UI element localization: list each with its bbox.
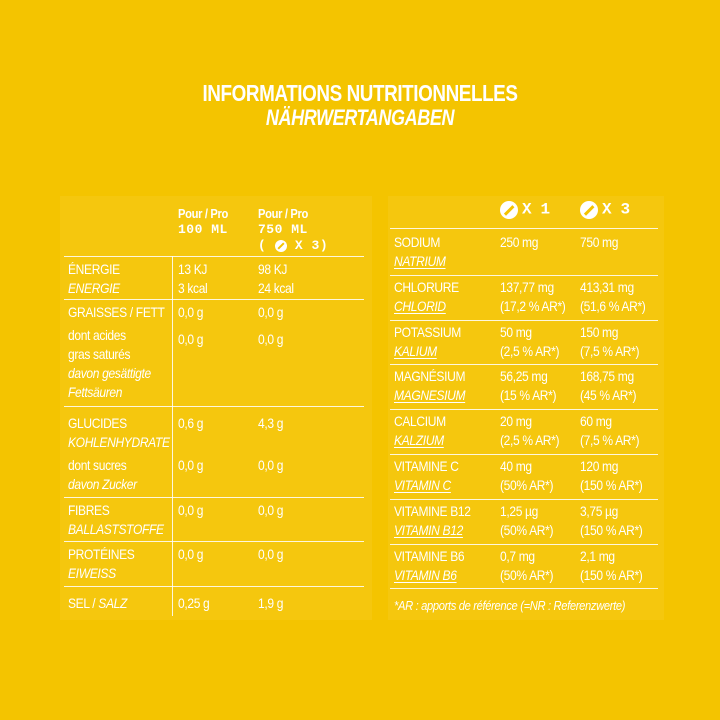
col-100ml-label: 100 ML	[178, 222, 228, 237]
row-divider	[390, 409, 658, 410]
mineral-x1	[500, 367, 556, 405]
value-x3: 60 mg	[580, 413, 612, 430]
mineral-name-fr: SODIUM	[394, 234, 441, 250]
col-x3-header	[580, 200, 630, 219]
value-x1: 250 mg	[500, 234, 539, 250]
row-divider	[390, 320, 658, 321]
mineral-label	[394, 457, 459, 495]
value-x1: 137,77 mg	[500, 278, 554, 295]
mineral-label	[394, 233, 446, 271]
saturated-fr-2: gras saturés	[68, 346, 131, 362]
title-block	[0, 80, 720, 130]
value-x1: 0,7 mg	[500, 547, 535, 564]
mineral-name-fr: MAGNÉSIUM	[394, 368, 466, 385]
sugars-750: 0,0 g	[258, 457, 284, 473]
salt-750: 1,9 g	[258, 595, 284, 611]
value-x3-ref: (7,5 % AR*)	[580, 432, 640, 449]
value-x3: 3,75 µg	[580, 502, 619, 519]
fat-750: 0,0 g	[258, 304, 284, 320]
value-x1: 40 mg	[500, 458, 532, 474]
protein-100: 0,0 g	[178, 546, 204, 562]
saturated-fat-750: 0,0 g	[258, 331, 284, 347]
row-divider	[64, 299, 364, 300]
energy-label-de: ENERGIE	[68, 280, 120, 296]
row-divider	[390, 588, 658, 589]
fibre-750: 0,0 g	[258, 502, 284, 518]
salt-label-fr: SEL	[68, 595, 90, 611]
mineral-label	[394, 278, 459, 316]
value-x1: 20 mg	[500, 413, 532, 430]
mineral-name-de: NATRIUM	[394, 253, 446, 269]
saturated-de-1: davon gesättigte	[68, 365, 151, 381]
carbs-750: 4,3 g	[258, 415, 284, 431]
mineral-name-fr: VITAMINE B6	[394, 547, 465, 564]
energy-100-kcal: 3 kcal	[178, 280, 208, 296]
mineral-x3	[580, 278, 645, 316]
carbs-label	[68, 414, 170, 452]
value-x1-ref: (2,5 % AR*)	[500, 432, 560, 449]
mineral-x3	[580, 457, 642, 495]
value-x3: 750 mg	[580, 234, 619, 250]
salt-separator: /	[89, 595, 99, 611]
fat-100: 0,0 g	[178, 304, 204, 320]
row-divider	[64, 406, 364, 407]
mineral-label	[394, 323, 461, 361]
mineral-name-de: VITAMIN B6	[394, 566, 457, 583]
value-x3: 413,31 mg	[580, 278, 634, 295]
value-x3: 120 mg	[580, 458, 619, 474]
value-x1-ref: (2,5 % AR*)	[500, 342, 560, 359]
mineral-name-fr: POTASSIUM	[394, 323, 461, 340]
fat-label: GRAISSES / FETT	[68, 304, 165, 320]
mineral-x3	[580, 233, 618, 252]
mineral-x3	[580, 547, 642, 585]
value-x3-ref: (45 % AR*)	[580, 387, 637, 404]
row-divider	[390, 454, 658, 455]
value-x3-ref: (7,5 % AR*)	[580, 342, 640, 359]
energy-100	[178, 260, 207, 298]
mineral-x1	[500, 502, 553, 540]
mineral-x1	[500, 278, 565, 316]
mineral-name-de: VITAMIN B12	[394, 521, 463, 538]
column-divider	[172, 256, 173, 616]
col-per-100ml-header	[178, 206, 236, 238]
row-divider	[390, 364, 658, 365]
carbs-label-fr: GLUCIDES	[68, 415, 127, 431]
value-x1-ref: (17,2 % AR*)	[500, 297, 566, 314]
salt-100: 0,25 g	[178, 595, 210, 611]
value-x3-ref: (150 % AR*)	[580, 566, 643, 583]
row-divider	[390, 275, 658, 276]
value-x3: 2,1 mg	[580, 547, 615, 564]
saturated-fat-100: 0,0 g	[178, 331, 204, 347]
saturated-de-2: Fettsäuren	[68, 384, 123, 400]
mineral-x3	[580, 502, 642, 540]
mineral-label	[394, 412, 446, 450]
row-divider	[64, 541, 364, 542]
mineral-x3	[580, 412, 639, 450]
col-x3-label	[258, 238, 328, 254]
mineral-x1	[500, 547, 553, 585]
value-x1-ref: (50% AR*)	[500, 521, 554, 538]
tablet-icon	[275, 240, 287, 252]
minerals-table-panel	[388, 196, 664, 620]
mineral-name-fr: VITAMINE B12	[394, 502, 471, 519]
col-x1-header	[500, 200, 550, 219]
saturated-fr-1: dont acides	[68, 327, 126, 343]
mineral-name-de: CHLORID	[394, 297, 446, 314]
row-divider	[390, 499, 658, 500]
mineral-name-fr: CHLORURE	[394, 278, 459, 295]
footnote: *AR : apports de référence (=NR : Referenzwerte)	[394, 598, 626, 613]
header-divider	[390, 228, 658, 229]
mineral-name-de: MAGNESIUM	[394, 387, 466, 404]
protein-label	[68, 545, 134, 583]
row-divider	[64, 497, 364, 498]
value-x1-ref: (50% AR*)	[500, 477, 554, 493]
fibre-label-fr: FIBRES	[68, 502, 110, 518]
mineral-label	[394, 367, 465, 405]
value-x1: 1,25 µg	[500, 502, 539, 519]
nutrition-table-panel	[60, 196, 372, 620]
sugars-100: 0,0 g	[178, 457, 204, 473]
mineral-x1	[500, 412, 559, 450]
protein-750: 0,0 g	[258, 546, 284, 562]
x3-text: X 3)	[294, 238, 329, 253]
carbs-100: 0,6 g	[178, 415, 204, 431]
mineral-label	[394, 502, 471, 540]
title-german: NÄHRWERTANGABEN	[265, 105, 455, 130]
paren-open: (	[258, 238, 275, 253]
x1-label: X 1	[522, 200, 550, 219]
energy-100-kj: 13 KJ	[178, 261, 208, 277]
protein-label-fr: PROTÉINES	[68, 546, 135, 562]
energy-label	[68, 260, 120, 298]
energy-750	[258, 260, 294, 298]
protein-label-de: EIWEISS	[68, 565, 116, 581]
col-per-label: Pour / Pro	[178, 206, 228, 221]
value-x1-ref: (50% AR*)	[500, 566, 554, 583]
mineral-x3	[580, 323, 639, 361]
col-per-label: Pour / Pro	[258, 206, 308, 221]
energy-label-fr: ÉNERGIE	[68, 261, 120, 277]
mineral-name-de: VITAMIN C	[394, 477, 451, 493]
header-divider	[64, 256, 364, 257]
carbs-label-de: KOHLENHYDRATE	[68, 434, 170, 450]
mineral-x1	[500, 323, 559, 361]
salt-label	[68, 594, 127, 613]
mineral-x1	[500, 233, 538, 252]
mineral-name-de: KALZIUM	[394, 432, 444, 449]
mineral-label	[394, 547, 464, 585]
energy-750-kcal: 24 kcal	[258, 280, 294, 296]
value-x3: 168,75 mg	[580, 368, 634, 385]
col-750ml-label: 750 ML	[258, 222, 308, 237]
sugars-label-de: davon Zucker	[68, 476, 137, 492]
energy-750-kj: 98 KJ	[258, 261, 288, 277]
row-divider	[390, 544, 658, 545]
tablet-icon	[500, 201, 518, 219]
value-x1: 56,25 mg	[500, 368, 548, 385]
mineral-x1	[500, 457, 553, 495]
value-x1-ref: (15 % AR*)	[500, 387, 557, 404]
row-divider	[64, 586, 364, 587]
mineral-x3	[580, 367, 636, 405]
mineral-name-de: KALIUM	[394, 342, 437, 359]
fibre-label-de: BALLASTSTOFFE	[68, 521, 164, 537]
saturated-fat-label	[68, 326, 151, 402]
mineral-name-fr: CALCIUM	[394, 413, 446, 430]
value-x3-ref: (51,6 % AR*)	[580, 297, 646, 314]
title-french: INFORMATIONS NUTRITIONNELLES	[202, 80, 518, 106]
fibre-100: 0,0 g	[178, 502, 204, 518]
fibre-label	[68, 501, 164, 539]
mineral-name-fr: VITAMINE C	[394, 458, 459, 474]
sugars-label	[68, 456, 137, 494]
salt-label-de: SALZ	[98, 595, 128, 611]
value-x3-ref: (150 % AR*)	[580, 521, 643, 538]
sugars-label-fr: dont sucres	[68, 457, 127, 473]
value-x3: 150 mg	[580, 323, 619, 340]
x3-label: X 3	[602, 200, 630, 219]
col-per-750ml-header	[258, 206, 328, 254]
value-x1: 50 mg	[500, 323, 532, 340]
value-x3-ref: (150 % AR*)	[580, 477, 643, 493]
tablet-icon	[580, 201, 598, 219]
